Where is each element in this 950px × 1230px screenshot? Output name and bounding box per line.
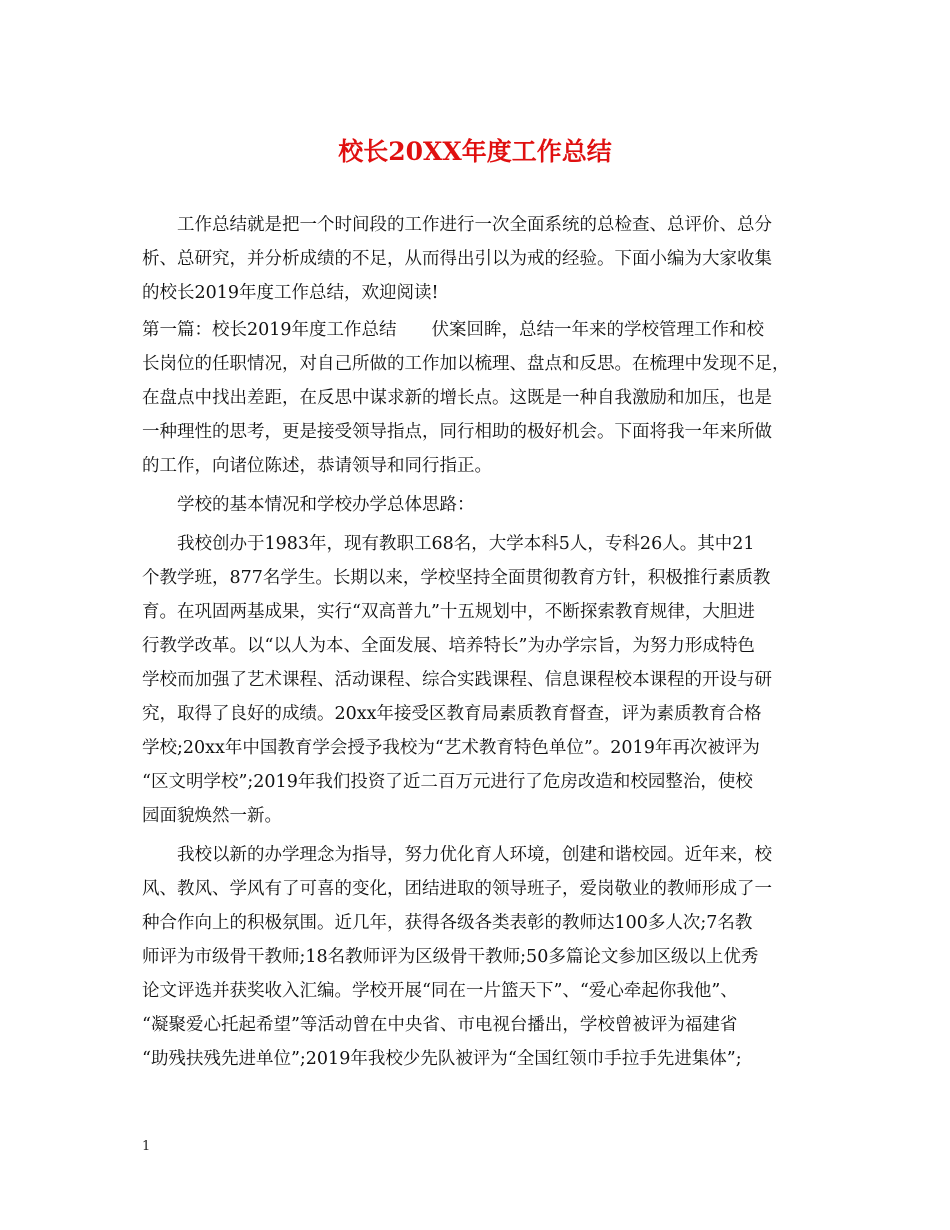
text-line: 我校创办于1983年，现有教职工68名，大学本科5人，专科26人。其中21 [177,534,755,554]
text-line: 在盘点中找出差距，在反思中谋求新的增长点。这既是一种自我激励和加压，也是 [142,388,772,408]
text-line: 育。在巩固两基成果，实行“双高普九”十五规划中，不断探索教育规律，大胆进 [142,602,755,622]
text-line: 个教学班，877名学生。长期以来，学校坚持全面贯彻教育方针，积极推行素质教 [142,568,771,588]
text-line: 学校而加强了艺术课程、活动课程、综合实践课程、信息课程校本课程的开设与研 [142,670,772,690]
page-number: 1 [142,1139,151,1154]
text-line: 的校长2019年度工作总结，欢迎阅读! [142,283,439,303]
document-title: 校长20XX年度工作总结 [338,137,612,166]
text-line: 的工作，向诸位陈述，恭请领导和同行指正。 [142,456,492,476]
text-line: 我校以新的办学理念为指导，努力优化育人环境，创建和谐校园。近年来，校 [177,845,772,865]
text-line: 师评为市级骨干教师;18名教师评为区级骨干教师;50多篇论文参加区级以上优秀 [142,947,759,967]
text-line: 工作总结就是把一个时间段的工作进行一次全面系统的总检查、总评价、总分 [177,215,772,235]
text-line: 行教学改革。以“以人为本、全面发展、培养特长”为办学宗旨，为努力形成特色 [142,636,755,656]
text-line: “区文明学校”;2019年我们投资了近二百万元进行了危房改造和校园整治，使校 [142,772,753,792]
text-line: 论文评选并获奖收入汇编。学校开展“同在一片篮天下”、“爱心牵起你我他”、 [142,981,738,1001]
text-line: “凝聚爱心托起希望”等活动曾在中央省、市电视台播出，学校曾被评为福建省 [142,1015,738,1035]
text-line: 风、教风、学风有了可喜的变化，团结进取的领导班子，爱岗敬业的教师形成了一 [142,879,772,899]
text-line: 长岗位的任职情况，对自己所做的工作加以梳理、盘点和反思。在梳理中发现不足， [142,354,790,374]
text-line: 学校的基本情况和学校办学总体思路： [177,495,475,515]
text-line: “助残扶残先进单位”;2019年我校少先队被评为“全国红领巾手拉手先进集体”; [142,1049,742,1069]
text-line: 析、总研究，并分析成绩的不足，从而得出引以为戒的经验。下面小编为大家收集 [142,249,772,269]
text-line: 学校;20xx年中国教育学会授予我校为“艺术教育特色单位”。2019年再次被评为 [142,738,760,758]
text-line: 一种理性的思考，更是接受领导指点，同行相助的极好机会。下面将我一年来所做 [142,422,772,442]
text-line: 种合作向上的积极氛围。近几年，获得各级各类表彰的教师达100多人次;7名教 [142,913,753,933]
text-line: 园面貌焕然一新。 [142,806,282,826]
text-line: 究，取得了良好的成绩。20xx年接受区教育局素质教育督查，评为素质教育合格 [142,704,762,724]
text-line: 第一篇：校长2019年度工作总结 伏案回眸，总结一年来的学校管理工作和校 [142,320,765,340]
